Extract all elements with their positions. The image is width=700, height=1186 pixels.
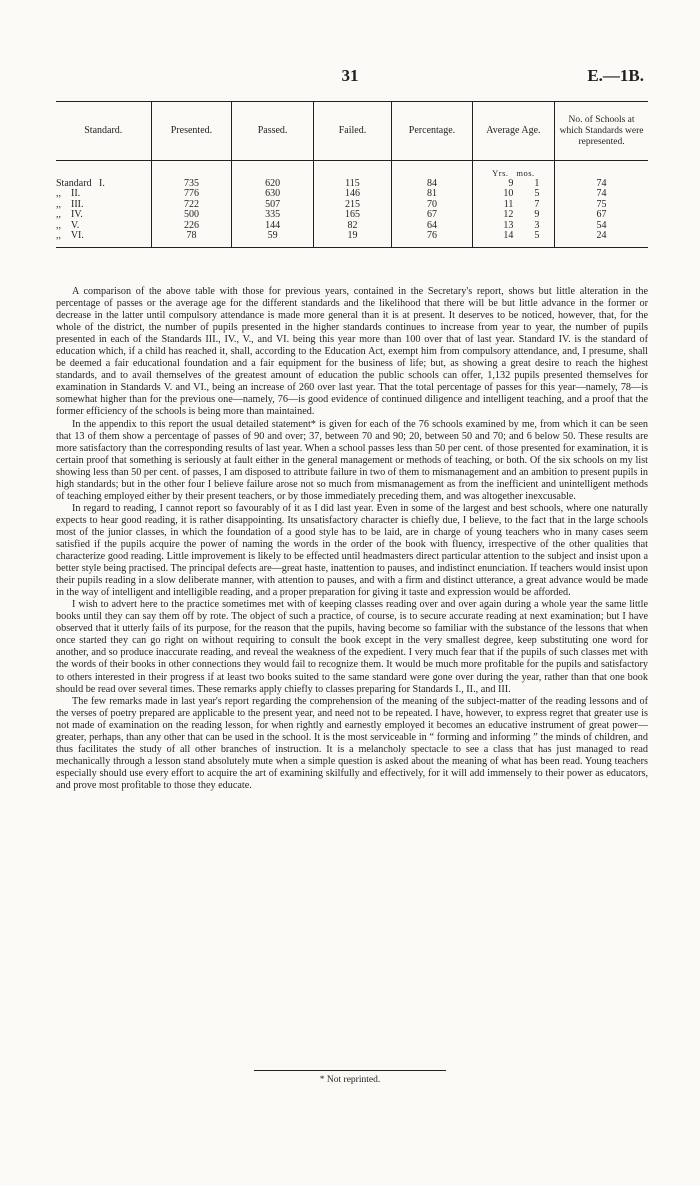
cell-presented: 500 — [151, 210, 232, 220]
cell-schools: 74 — [555, 179, 648, 189]
cell-schools: 74 — [555, 189, 648, 199]
age-years: 12 — [503, 209, 514, 221]
age-years: 13 — [503, 219, 514, 231]
cell-failed: 215 — [313, 200, 391, 210]
paragraph: I wish to advert here to the practice sometimes met with of keeping classes reading over and over again during a whole year the same little books until they can say them off by rote. The object of such a practice, of course, is to secure accurate reading at next examination; but I have observed that it utterly fails of its purpose, for the reason that the pupils, having become so familiar with the substance of the lessons that when once started they can go right on without requiring to consult the book except in the very smallest degree, keep substituting one word for another, and so produce inaccurate reading, and reveal the weakness of the expedient. I very much fear that if the pupils of such classes met with the words of their books in other connections they would fail to recognize them. It would be much more profitable for the pupils and satisfactory to others interested in their progress if at least two books suited to the same standard were gone over during the year, rather than that one book should be read over several times. These remarks apply chiefly to classes preparing for Standards I., II., and III. — [56, 599, 648, 695]
header-standard: Standard. — [56, 102, 151, 161]
cell-presented: 226 — [151, 221, 232, 231]
table-row — [56, 231, 648, 241]
cell-failed: 19 — [313, 231, 391, 241]
age-months: 9 — [534, 209, 540, 221]
age-months: 7 — [534, 198, 540, 210]
age-months: 5 — [534, 230, 540, 242]
cell-schools: 75 — [555, 200, 648, 210]
cell-percentage: 67 — [392, 210, 473, 220]
age-years: 9 — [508, 178, 514, 189]
table-bottom-row — [56, 241, 648, 248]
cell-passed: 507 — [232, 200, 313, 210]
cell-percentage: 84 — [392, 179, 473, 189]
paragraph: A comparison of the above table with those for previous years, contained in the Secretary's report, shows but little alteration in the percentage of passes or the average age for the different standards and the likelihood that there will be but little advance in the former or decrease in the latter until compulsory attendance is made more general than it is at present. It deserves to be noticed, however, that, for the whole of the district, the number of pupils presented in the higher standards continues to increase from year to year, the number of pupils presented in each of the Standards III., IV., V., and VI. being this year more than 100 over that of last year. Standard IV. is the standard of education which, if a child has reached it, shall, according to the Education Act, exempt him from compulsory attendance, and, I presume, shall be deemed a fair educational foundation and a fair equipment for the business of life; but, as showing a great desire to reach the highest standards, and to avail themselves of the greatest amount of education the public schools can offer, 1,132 pupils presented themselves for examination in Standards V. and VI., being an increase of 260 over last year. That the total percentage of passes for this year—namely, 78—is somewhat higher than for the previous one—namely, 76—is good evidence of continued diligence and intelligent teaching, and a proof that the former efficiency of the schools is being more than maintained. — [56, 286, 648, 418]
cell-percentage: 81 — [392, 189, 473, 199]
cell-average-age — [472, 200, 554, 210]
cell-presented: 776 — [151, 189, 232, 199]
header-average-age: Average Age. — [472, 102, 554, 161]
cell-average-age — [472, 221, 554, 231]
age-units-label: Yrs. mos. — [492, 167, 535, 178]
cell-average-age — [472, 189, 554, 199]
cell-passed: 335 — [232, 210, 313, 220]
header-failed: Failed. — [313, 102, 391, 161]
cell-standard: ,, III. — [56, 198, 84, 210]
cell-schools: 67 — [555, 210, 648, 220]
cell-failed: 165 — [313, 210, 391, 220]
cell-percentage: 64 — [392, 221, 473, 231]
cell-average-age — [472, 231, 554, 241]
cell-presented: 735 — [151, 179, 232, 189]
cell-standard: ,, II. — [56, 188, 81, 200]
cell-percentage: 76 — [392, 231, 473, 241]
cell-standard: Standard I. — [56, 178, 105, 189]
cell-schools: 54 — [555, 221, 648, 231]
document-reference: E.—1B. — [587, 66, 644, 85]
age-years: 14 — [503, 230, 514, 242]
cell-percentage: 70 — [392, 200, 473, 210]
header-passed: Passed. — [232, 102, 313, 161]
cell-presented: 722 — [151, 200, 232, 210]
cell-passed: 630 — [232, 189, 313, 199]
header-presented: Presented. — [151, 102, 232, 161]
header-percentage: Percentage. — [392, 102, 473, 161]
cell-passed: 620 — [232, 179, 313, 189]
cell-failed: 82 — [313, 221, 391, 231]
cell-failed: 146 — [313, 189, 391, 199]
table-header-row — [56, 102, 648, 161]
standards-table — [56, 101, 648, 248]
cell-passed: 59 — [232, 231, 313, 241]
cell-failed: 115 — [313, 179, 391, 189]
age-units-row — [56, 161, 648, 180]
cell-average-age — [472, 179, 554, 189]
age-months: 1 — [534, 178, 540, 189]
cell-schools: 24 — [555, 231, 648, 241]
page-number: 31 — [341, 66, 359, 85]
cell-passed: 144 — [232, 221, 313, 231]
cell-standard: ,, IV. — [56, 209, 83, 221]
age-months: 5 — [534, 188, 540, 200]
cell-standard: ,, V. — [56, 219, 80, 231]
paragraph: The few remarks made in last year's report regarding the comprehension of the meaning of the subject-matter of the reading lessons and of the verses of poetry prepared are applicable to the present year, and need not to be repeated. I have, however, to express regret that greater use is not made of examination on the reading lesson, for when rightly and earnestly employed it becomes an educative instrument of great power—greater, perhaps, than any other that can be used in the school. It is the most serviceable in “ forming and informing ” the minds of children, and thus facilitates the study of all other branches of instruction. It is a melancholy spectacle to see a class that has just managed to read mechanically through a lesson stand absolutely mute when a simple question is asked about the meaning of what has been read. Young teachers especially should use every effort to acquire the art of examining skilfully and effectively, for it will add immensely to their power as educators, and prove most profitable to those they educate. — [56, 695, 648, 791]
cell-standard: ,, VI. — [56, 230, 84, 242]
footnote: * Not reprinted. — [319, 1075, 381, 1085]
cell-presented: 78 — [151, 231, 232, 241]
cell-average-age — [472, 210, 554, 220]
header-schools: No. of Schools at which Standards were represented. — [555, 102, 648, 161]
age-years: 11 — [503, 198, 514, 210]
body-text — [56, 286, 648, 792]
age-years: 10 — [503, 188, 514, 200]
paragraph: In regard to reading, I cannot report so favourably of it as I did last year. Even in some of the largest and best schools, where one naturally expects to hear good reading, it is rather disappointing. Its unsatisfactory character is chiefly due, I believe, to the fact that in the large schools most of the junior classes, in which the foundation of a good style has to be laid, are in charge of young teachers who in many cases seem satisfied if the pupils acquire the power of naming the words in the order of the book with fluency, irrespective of the other qualities that characterize good reading. Little improvement is likely to be effected until headmasters direct particular attention to the subject and insist upon a better style being practised. The principal defects are—great haste, inattention to pauses, and indistinct enunciation. If teachers would insist upon their pupils reading in a slow deliberate manner, with attention to pauses, and with a firm and distinct utterance, a great advance would be made in the way of intelligent and intelligible reading, and a proper preparation for giving it taste and expression would be afforded. — [56, 502, 648, 599]
paragraph: In the appendix to this report the usual detailed statement* is given for each of the 76 schools examined by me, from which it can be seen that 13 of them show a percentage of passes of 90 and over; 37, between 70 and 90; 20, between 50 and 70; and 6 below 50. These results are more satisfactory than the corresponding results of last year. When a school passes less than 50 per cent. of those presented for examination, it is certain proof that something is seriously at fault either in the general management or methods of teaching, or both. Of the six schools on my list showing less than 50 per cent. of passes, I am disposed to attribute failure in two of them to mismanagement and an ambition to present pupils in high standards; but in the other four I believe failure arose not so much from mismanagement as from the inefficient and unintelligent methods of teaching employed either by their present teachers, or by those immediately preceding them, and was altogether inexcusable. — [56, 418, 648, 502]
age-months: 3 — [534, 219, 540, 231]
footnote-rule — [254, 1070, 446, 1071]
